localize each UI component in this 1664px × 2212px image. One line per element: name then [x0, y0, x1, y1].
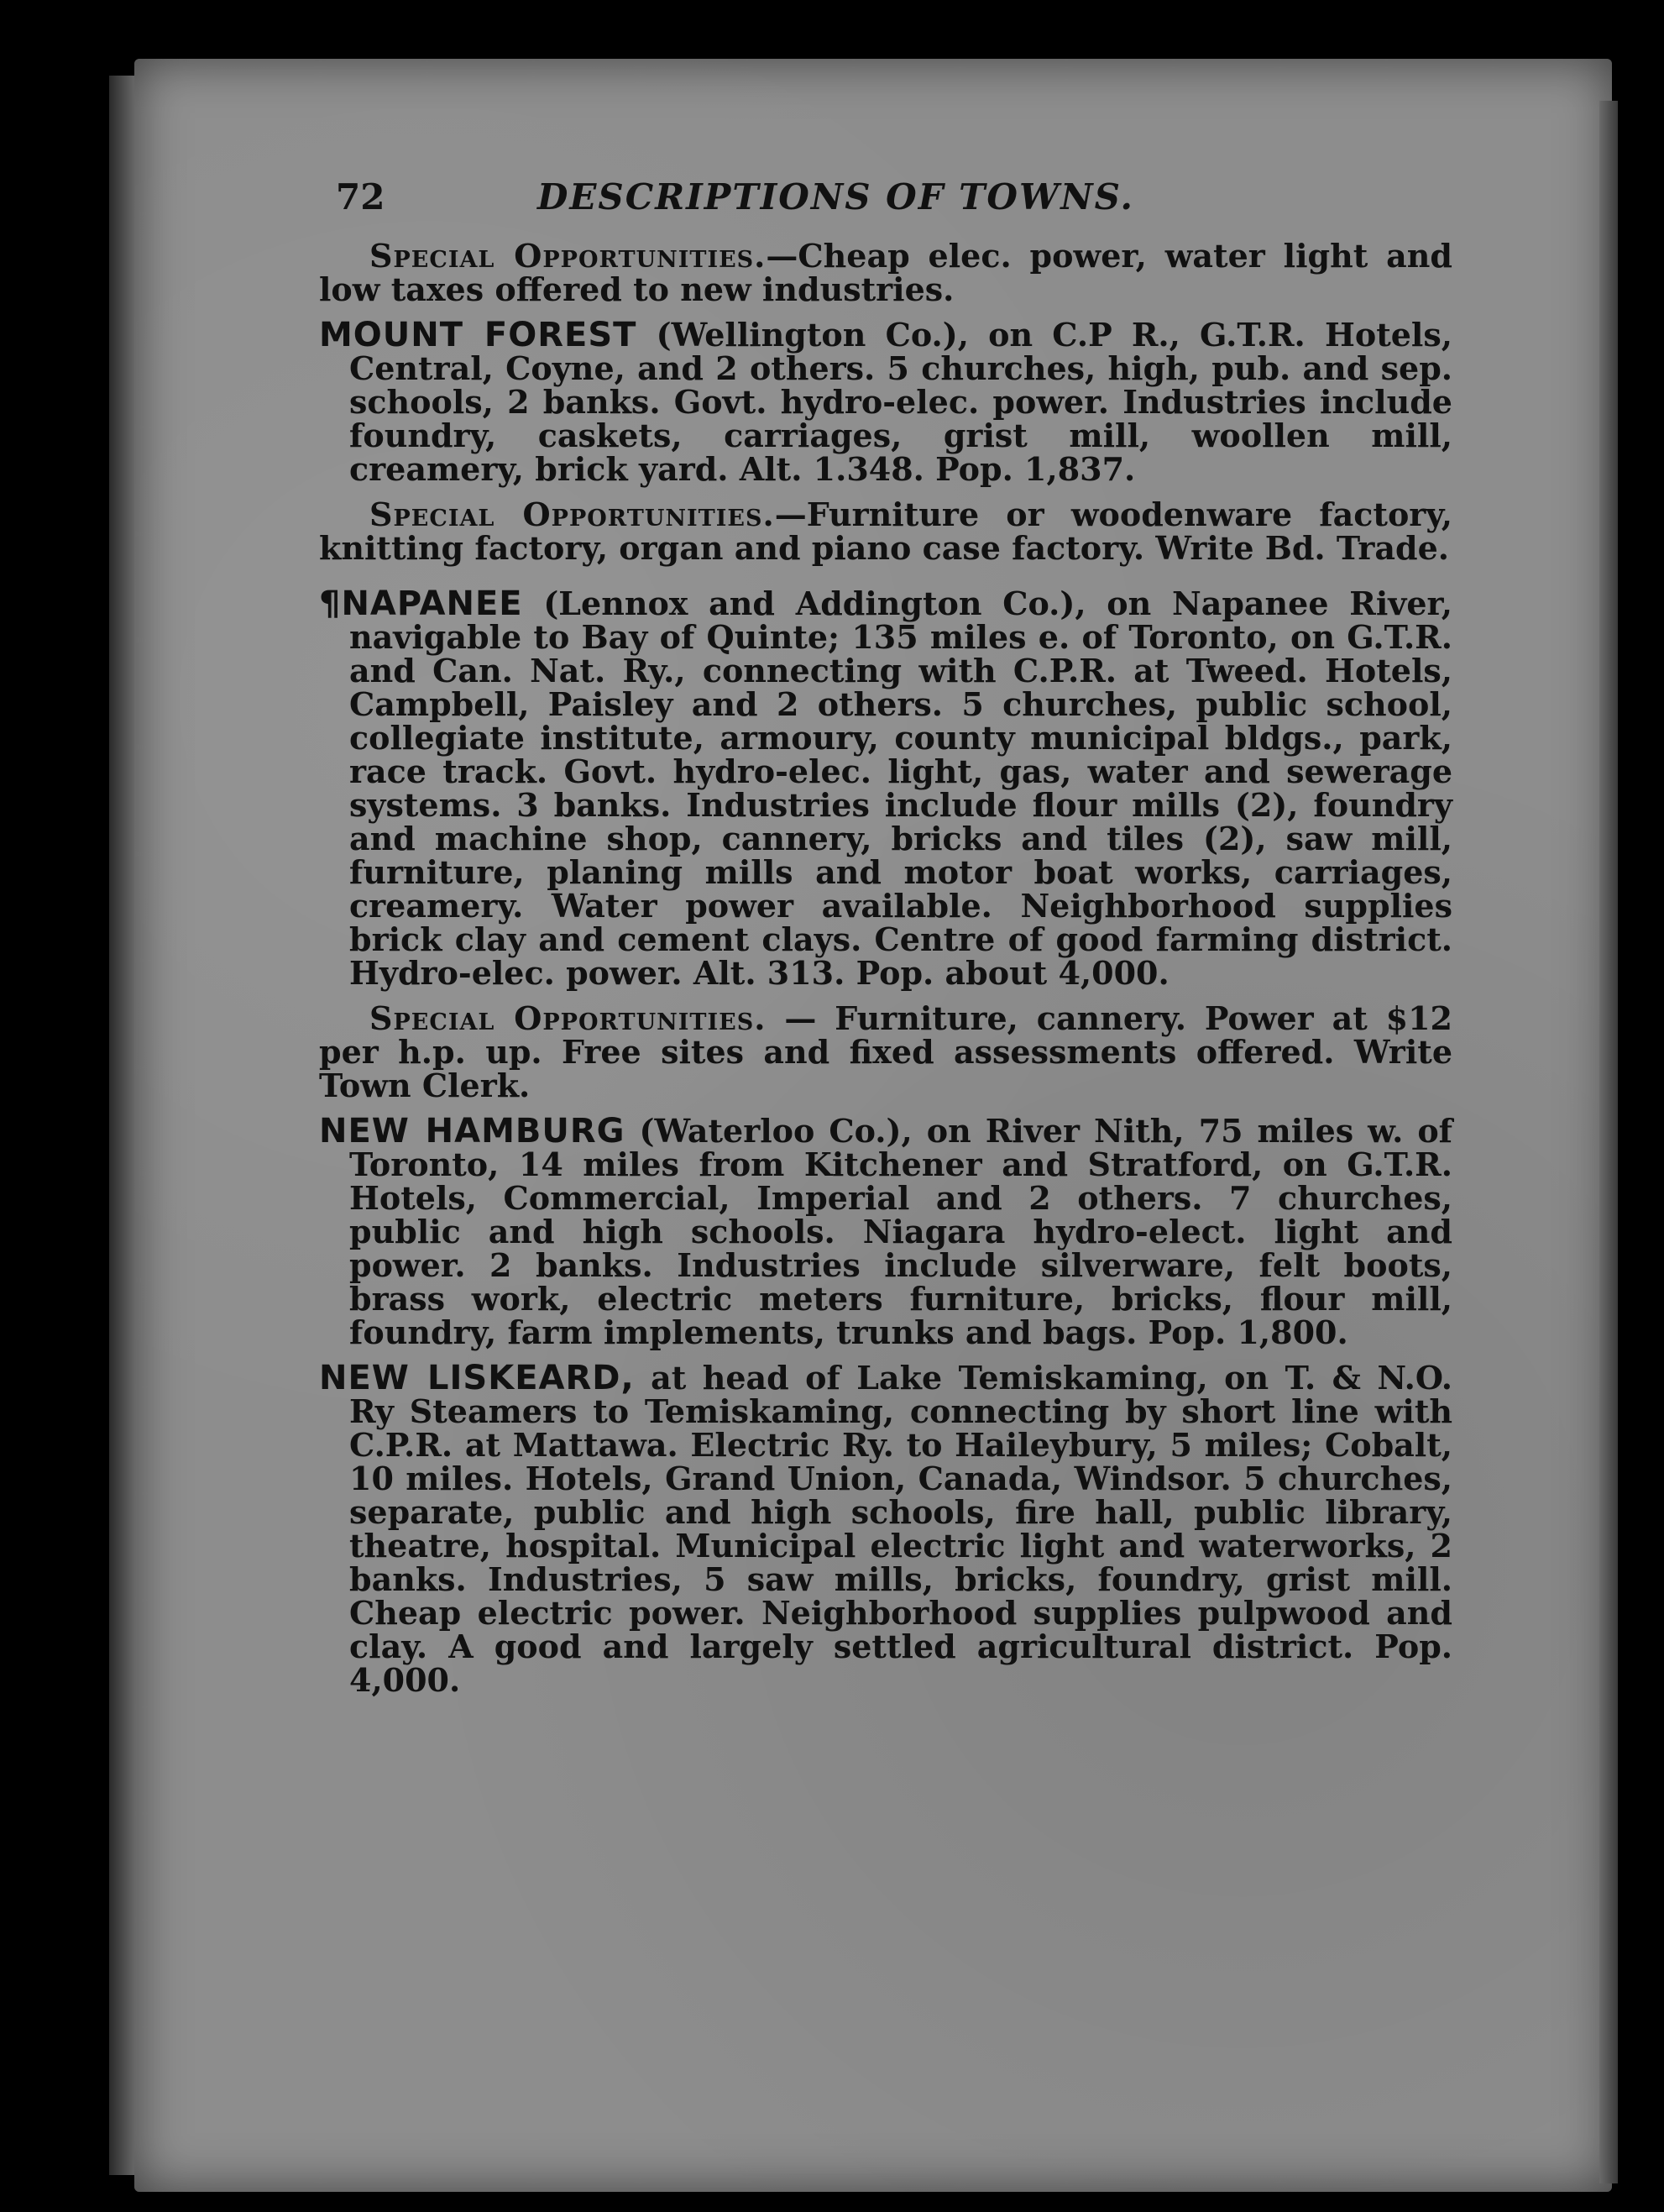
- paragraph-text: — Furniture, cannery. Power at $12 per h.p. up. Free sites and fixed assessments offered. Write Town Clerk.: [319, 999, 1452, 1104]
- special-label: Special Opportunities.: [369, 495, 775, 533]
- special-opportunities-paragraph: [319, 239, 1452, 307]
- running-head: DESCRIPTIONS OF TOWNS.: [537, 176, 1135, 218]
- page-header: [336, 176, 1452, 218]
- town-entry-mount-forest: [319, 318, 1452, 486]
- special-label: Special Opportunities.: [369, 999, 767, 1037]
- entry-text: (Waterloo Co.), on River Nith, 75 miles w. of Toronto, 14 miles from Kitchener and Stratford, on G.T.R. Hotels, Commercial, Imperial and 2 others. 7 churches, public and high schools. Niagara hydro-elect. light and power. 2 banks. Industries include silverware, felt boots, brass work, electric meters furniture, bricks, flour mill, foundry, farm implements, trunks and bags. Pop. 1,800.: [349, 1112, 1453, 1351]
- page-content: [319, 176, 1453, 1709]
- town-name: MOUNT FOREST: [319, 316, 637, 354]
- town-name: NEW LISKEARD,: [319, 1359, 635, 1397]
- town-name: NEW HAMBURG: [319, 1112, 625, 1151]
- town-name: ¶NAPANEE: [319, 584, 523, 623]
- town-entry-new-liskeard: [319, 1361, 1452, 1697]
- page-edge-right: [1599, 101, 1618, 2183]
- book-spine: [1629, 0, 1664, 2212]
- special-label: Special Opportunities.: [369, 237, 767, 275]
- entry-text: at head of Lake Temiskaming, on T. & N.O. Ry Steamers to Temiskaming, connecting by short line with C.P.R. at Mattawa. Electric Ry. to Haileybury, 5 miles; Cobalt, 10 miles. Hotels, Grand Union, Canada, Windsor. 5 churches, separate, public and high schools, fire hall, public library, theatre, hospital. Municipal electric light and waterworks, 2 banks. Industries, 5 saw mills, bricks, foundry, grist mill. Cheap electric power. Neighborhood supplies pulpwood and clay. A good and largely settled agricultural district. Pop. 4,000.: [349, 1359, 1452, 1699]
- paragraph-text: —Furniture or woodenware factory, knitting factory, organ and piano case factory. Write Bd. Trade.: [319, 495, 1452, 567]
- entry-text: (Lennox and Addington Co.), on Napanee River, navigable to Bay of Quinte; 135 miles e. of Toronto, on G.T.R. and Can. Nat. Ry., connecting with C.P.R. at Tweed. Hotels, Campbell, Paisley and 2 others. 5 churches, public school, collegiate institute, armoury, county municipal bldgs., park, race track. Govt. hydro-elec. light, gas, water and sewerage systems. 3 banks. Industries include flour mills (2), foundry and machine shop, cannery, bricks and tiles (2), saw mill, furniture, planing mills and motor boat works, carriages, creamery. Water power available. Neighborhood supplies brick clay and cement clays. Centre of good farming district. Hydro-elec. power. Alt. 313. Pop. about 4,000.: [349, 584, 1452, 992]
- town-entry-new-hamburg: [319, 1114, 1452, 1350]
- entry-text: (Wellington Co.), on C.P R., G.T.R. Hotels, Central, Coyne, and 2 others. 5 churches, high, pub. and sep. schools, 2 banks. Govt. hydro-elec. power. Industries include foundry, caskets, carriages, grist mill, woollen mill, creamery, brick yard. Alt. 1.348. Pop. 1,837.: [349, 316, 1452, 488]
- town-entry-napanee: [319, 584, 1452, 992]
- paragraph-text: —Cheap elec. power, water light and low taxes offered to new industries.: [319, 237, 1452, 308]
- special-opportunities-paragraph: [319, 999, 1452, 1104]
- special-opportunities-paragraph: [319, 495, 1452, 567]
- page-number: 72: [336, 176, 385, 218]
